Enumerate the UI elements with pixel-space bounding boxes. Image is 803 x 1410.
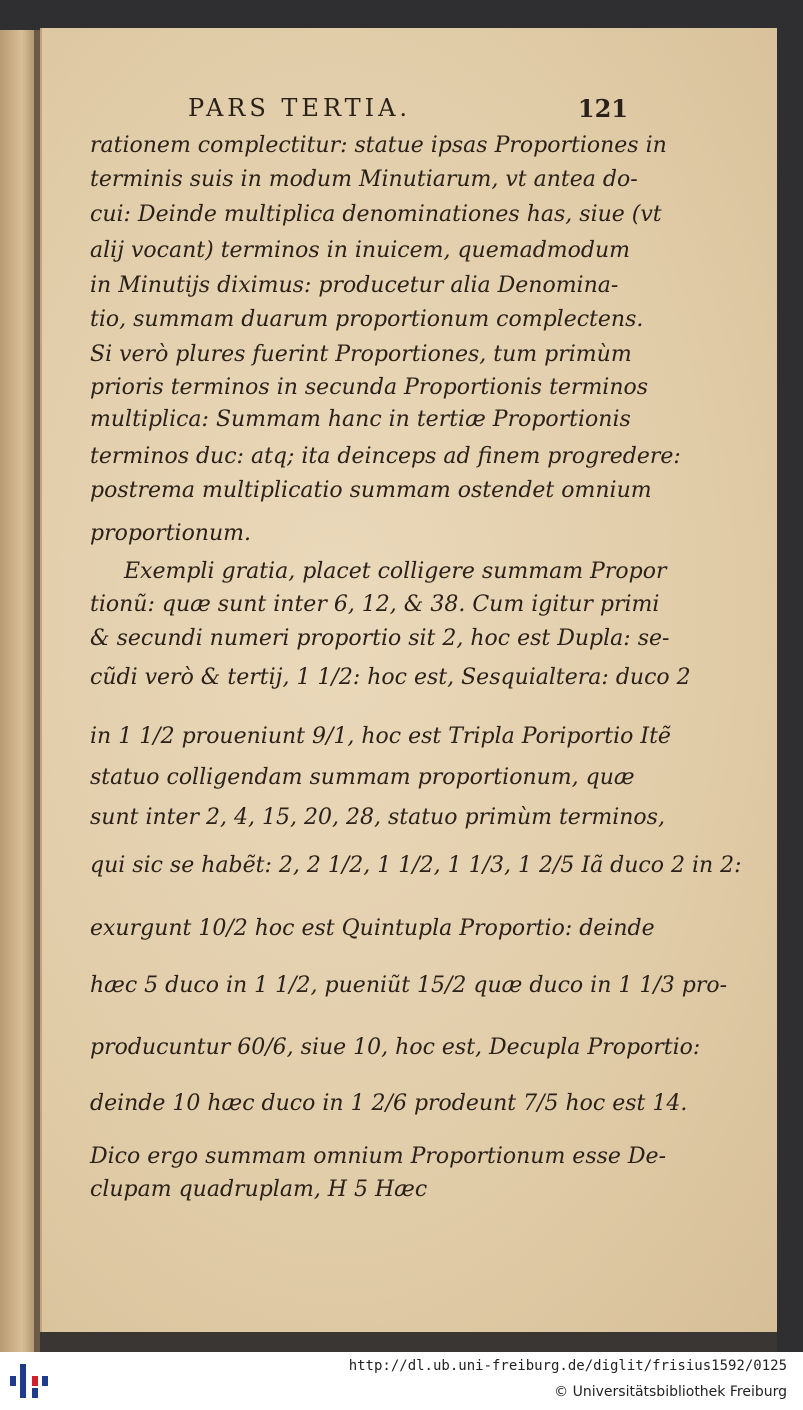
text-line: producuntur 60/6, siue 10, hoc est, Decupla Proportio: — [90, 1035, 701, 1060]
text-line: clupam quadruplam, H 5 Hæc — [90, 1177, 428, 1202]
text-line: cũdi verò & tertij, 1 1/2: hoc est, Sesquialtera: duco 2 — [90, 665, 691, 690]
text-line: alij vocant) terminos in inuicem, quemadmodum — [90, 238, 631, 263]
text-line: rationem complectitur: statue ipsas Proportiones in — [90, 133, 667, 158]
text-line: terminos duc: atq; ita deinceps ad finem progredere: — [90, 444, 681, 469]
page-number: 121 — [577, 94, 628, 123]
text-line: prioris terminos in secunda Proportionis terminos — [90, 375, 649, 400]
text-line: exurgunt 10/2 hoc est Quintupla Proportio: deinde — [90, 916, 655, 941]
text-line: proportionum. — [90, 521, 252, 546]
text-line: Exempli gratia, placet colligere summam Propor — [124, 559, 667, 584]
text-line: statuo colligendam summam proportionum, quæ — [90, 765, 635, 790]
text-line: deinde 10 hæc duco in 1 2/6 prodeunt 7/5 hoc est 14. — [90, 1091, 688, 1116]
copyright-notice: © Universitätsbibliothek Freiburg — [554, 1384, 787, 1400]
viewer-footer — [0, 1352, 803, 1410]
text-line: sunt inter 2, 4, 15, 20, 28, statuo primùm terminos, — [90, 805, 665, 830]
text-line: in Minutijs diximus: producetur alia Denomina- — [90, 273, 619, 298]
text-line: terminis suis in modum Minutiarum, vt antea do- — [90, 167, 638, 192]
running-head: PARS TERTIA. — [188, 94, 412, 122]
text-line: cui: Deinde multiplica denominationes has, siue (vt — [90, 202, 662, 227]
permalink[interactable]: http://dl.ub.uni-freiburg.de/diglit/frisius1592/0125 — [348, 1358, 787, 1374]
text-line: Si verò plures fuerint Proportiones, tum primùm — [90, 342, 632, 367]
text-line: & secundi numeri proportio sit 2, hoc est Dupla: se- — [90, 626, 670, 651]
page-header — [188, 94, 628, 124]
text-line: tio, summam duarum proportionum complectens. — [90, 307, 644, 332]
text-line: Dico ergo summam omnium Proportionum esse De- — [90, 1144, 667, 1169]
text-line: qui sic se habẽt: 2, 2 1/2, 1 1/2, 1 1/3, 1 2/5 Iã duco 2 in 2: — [90, 853, 742, 878]
library-logo-icon — [8, 1360, 52, 1402]
text-line: multiplica: Summam hanc in tertiæ Proportionis — [90, 407, 631, 432]
page-bottom-shadow — [40, 1332, 777, 1352]
text-line: in 1 1/2 proueniunt 9/1, hoc est Tripla Poriportio Itẽ — [90, 724, 671, 749]
text-line: tionũ: quæ sunt inter 6, 12, & 38. Cum igitur primi — [90, 592, 660, 617]
text-line: postrema multiplicatio summam ostendet omnium — [90, 478, 652, 503]
text-line: hæc 5 duco in 1 1/2, pueniũt 15/2 quæ duco in 1 1/3 pro- — [90, 973, 728, 998]
